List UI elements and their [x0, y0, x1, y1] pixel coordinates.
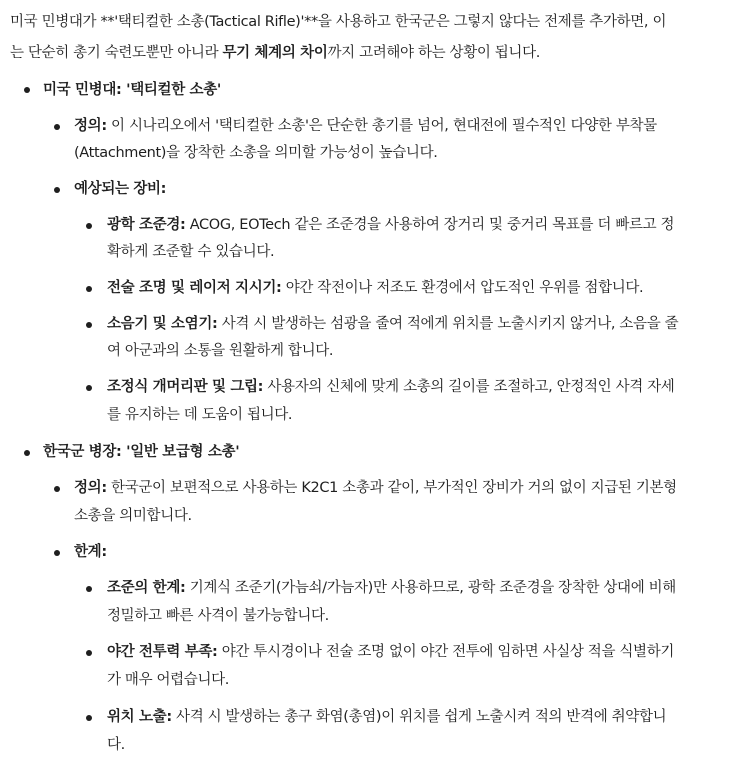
- definition-line-2: [74, 143, 438, 163]
- bullet-icon: [86, 322, 92, 328]
- definition-line-1: [74, 478, 677, 498]
- bullet-icon: [54, 124, 60, 130]
- list-item-optics: [107, 215, 674, 235]
- sub-heading-limits: [74, 542, 107, 562]
- definition-label: 정의:: [74, 118, 107, 134]
- item-text: ACOG, EOTech 같은 조준경을 사용하여 장거리 및 중거리 목표를 더 빠르고 정: [185, 217, 675, 233]
- item-label: 조정식 개머리판 및 그립:: [107, 379, 264, 395]
- list-item-suppressor-cont: [107, 341, 333, 361]
- item-label: 전술 조명 및 레이저 지시기:: [107, 280, 282, 296]
- section-heading-text: 미국 민병대: '택티컬한 소총': [43, 82, 221, 98]
- item-text: 사격 시 발생하는 총구 화염(총염)이 위치를 쉽게 노출시켜 적의 반격에 취약합니: [171, 709, 667, 725]
- item-text: 여 아군과의 소통을 원활하게 합니다.: [107, 343, 334, 359]
- intro-bold: 무기 체계의 차이: [222, 45, 328, 61]
- list-item-night: [107, 642, 674, 662]
- bullet-icon: [86, 223, 92, 229]
- definition-text: 소총을 의미합니다.: [74, 508, 192, 524]
- definition-text: 한국군이 보편적으로 사용하는 K2C1 소총과 같이, 부가적인 장비가 거의 없이 지급된 기본형: [106, 480, 677, 496]
- bullet-icon: [54, 486, 60, 492]
- item-text: 다.: [107, 737, 125, 753]
- bullet-icon: [86, 286, 92, 292]
- item-text: 정밀하고 빠른 사격이 불가능합니다.: [107, 608, 329, 624]
- item-label: 광학 조준경:: [107, 217, 186, 233]
- list-item-position: [107, 707, 666, 727]
- bullet-icon: [86, 385, 92, 391]
- bullet-icon: [24, 450, 30, 456]
- item-label: 위치 노출:: [107, 709, 172, 725]
- bullet-icon: [86, 715, 92, 721]
- intro-text-a: 미국 민병대가 **'택티컬한 소총(Tactical Rifle)'**을 사용하고 한국군은 그렇지 않다는 전제를 추가하면, 이: [10, 14, 667, 30]
- list-item-stock-grip-cont: [107, 405, 292, 425]
- item-label: 조준의 한계:: [107, 580, 186, 596]
- list-item-suppressor: [107, 314, 678, 334]
- list-item-optics-cont: [107, 242, 274, 262]
- definition-line-1: [74, 116, 657, 136]
- section-heading-militia: [43, 80, 221, 100]
- item-text: 가 매우 어렵습니다.: [107, 672, 230, 688]
- intro-line-2: [10, 43, 540, 63]
- bullet-icon: [24, 87, 30, 93]
- item-text: 사격 시 발생하는 섬광을 줄여 적에게 위치를 노출시키지 않거나, 소음을 줄: [217, 316, 679, 332]
- sub-heading-equipment: [74, 179, 166, 199]
- item-label: 소음기 및 소염기:: [107, 316, 218, 332]
- item-text: 야간 투시경이나 전술 조명 없이 야간 전투에 임하면 사실상 적을 식별하기: [217, 644, 675, 660]
- definition-text: 이 시나리오에서 '택티컬한 소총'은 단순한 총기를 넘어, 현대전에 필수적인 다양한 부착물: [106, 118, 657, 134]
- bullet-icon: [54, 550, 60, 556]
- item-text: 야간 작전이나 저조도 환경에서 압도적인 우위를 점합니다.: [281, 280, 644, 296]
- sub-heading-text: 예상되는 장비:: [74, 181, 167, 197]
- list-item-night-cont: [107, 670, 229, 690]
- bullet-icon: [54, 187, 60, 193]
- item-text: 사용자의 신체에 맞게 소총의 길이를 조절하고, 안정적인 사격 자세: [263, 379, 675, 395]
- list-item-stock-grip: [107, 377, 674, 397]
- list-item-aiming-cont: [107, 606, 329, 626]
- list-item-aiming: [107, 578, 676, 598]
- bullet-icon: [86, 586, 92, 592]
- definition-line-2: [74, 506, 192, 526]
- sub-heading-text: 한계:: [74, 544, 107, 560]
- definition-label: 정의:: [74, 480, 107, 496]
- item-text: 확하게 조준할 수 있습니다.: [107, 244, 275, 260]
- section-heading-text: 한국군 병장: '일반 보급형 소총': [43, 444, 240, 460]
- section-heading-korean: [43, 442, 239, 462]
- bullet-icon: [86, 650, 92, 656]
- intro-text-b1: 는 단순히 총기 숙련도뿐만 아니라: [10, 45, 223, 61]
- intro-line-1: [10, 12, 666, 32]
- list-item-position-cont: [107, 735, 125, 755]
- item-text: 를 유지하는 데 도움이 됩니다.: [107, 407, 293, 423]
- definition-text: (Attachment)을 장착한 소총을 의미할 가능성이 높습니다.: [74, 145, 438, 161]
- item-text: 기계식 조준기(가늠쇠/가늠자)만 사용하므로, 광학 조준경을 장착한 상대에 비해: [185, 580, 676, 596]
- item-label: 야간 전투력 부족:: [107, 644, 218, 660]
- intro-text-b2: 까지 고려해야 하는 상황이 됩니다.: [327, 45, 540, 61]
- list-item-light-laser: [107, 278, 643, 298]
